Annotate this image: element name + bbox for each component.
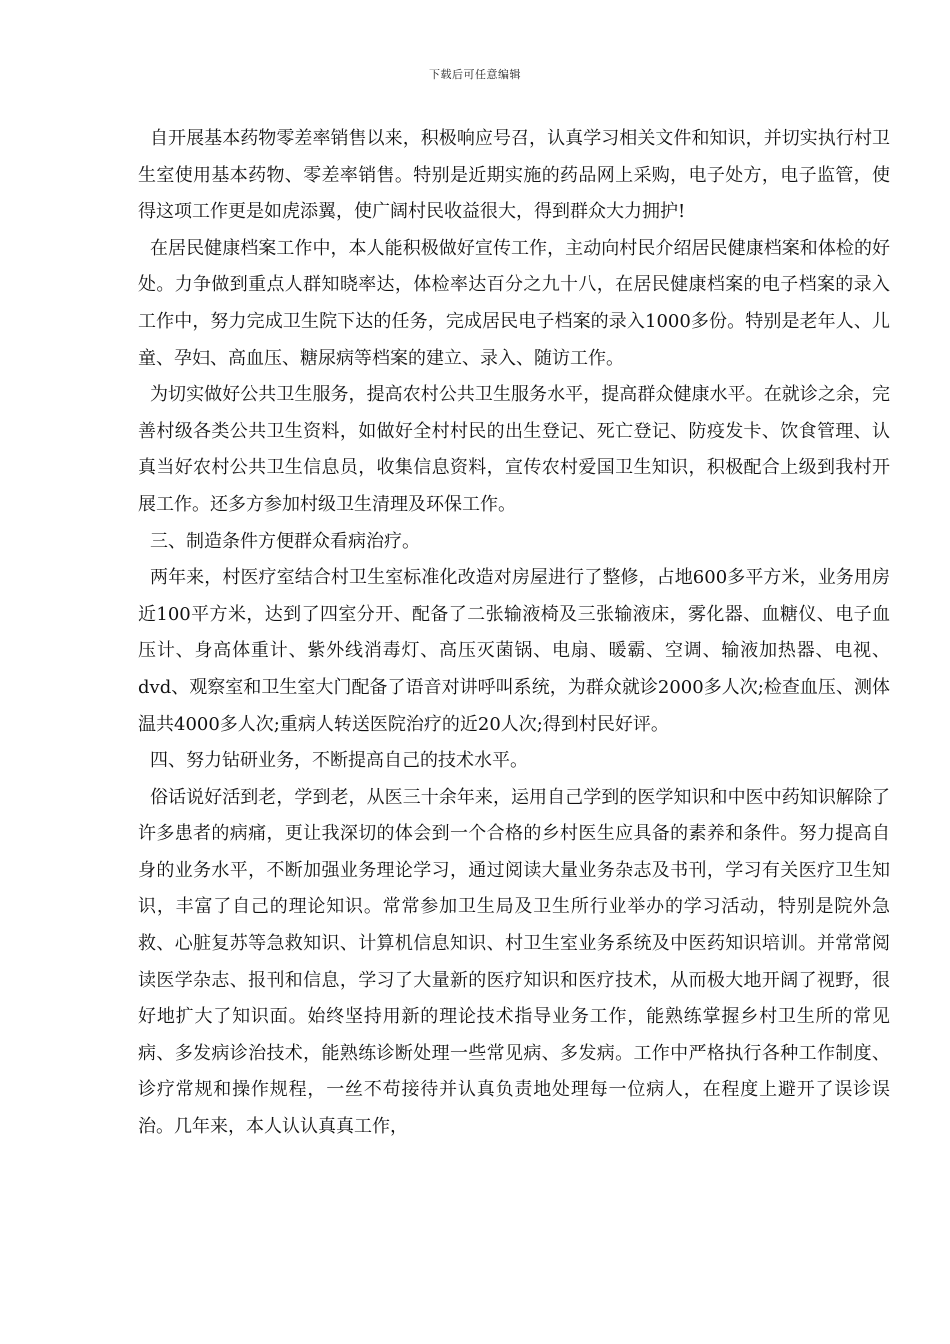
paragraph-essential-drugs: 自开展基本药物零差率销售以来，积极响应号召，认真学习相关文件和知识，并切实执行村卫生室使用基本药物、零差率销售。特别是近期实施的药品网上采购，电子处方，电子监管，使得这项工作更是如虎添翼，使广阔村民收益很大，得到群众大力拥护! xyxy=(138,128,890,223)
paragraph-health-records: 在居民健康档案工作中，本人能积极做好宣传工作，主动向村民介绍居民健康档案和体检的好处。力争做到重点人群知晓率达，体检率达百分之九十八，在居民健康档案的电子档案的录入工作中，努力完成卫生院下达的任务，完成居民电子档案的录入1000多份。特别是老年人、儿童、孕妇、高血压、糖尿病等档案的建立、录入、随访工作。 xyxy=(138,237,890,369)
page-header-note: 下载后可任意编辑 xyxy=(429,68,521,81)
section-heading-4: 四、努力钻研业务，不断提高自己的技术水平。 xyxy=(150,750,528,772)
paragraph-facilities: 两年来，村医疗室结合村卫生室标准化改造对房屋进行了整修，占地600多平方米，业务用房近100平方米，达到了四室分开、配备了二张输液椅及三张输液床，雾化器、血糖仪、电子血压计、身高体重计、紫外线消毒灯、高压灭菌锅、电扇、暖霸、空调、输液加热器、电视、dvd、观察室和卫生室大门配备了语音对讲呼叫系统，为群众就诊2000多人次;检查血压、测体温共4000多人次;重病人转送医院治疗的近20人次;得到村民好评。 xyxy=(138,567,890,735)
paragraph-public-health: 为切实做好公共卫生服务，提高农村公共卫生服务水平，提高群众健康水平。在就诊之余，完善村级各类公共卫生资料，如做好全村村民的出生登记、死亡登记、防疫发卡、饮食管理、认真当好农村公共卫生信息员，收集信息资料，宣传农村爱国卫生知识，积极配合上级到我村开展工作。还多方参加村级卫生清理及环保工作。 xyxy=(138,384,890,515)
paragraph-study: 俗话说好活到老，学到老，从医三十余年来，运用自己学到的医学知识和中医中药知识解除了许多患者的病痛，更让我深切的体会到一个合格的乡村医生应具备的素养和条件。努力提高自身的业务水平，不断加强业务理论学习，通过阅读大量业务杂志及书刊，学习有关医疗卫生知识，丰富了自己的理论知识。常常参加卫生局及卫生所行业举办的学习活动，特别是院外急救、心脏复苏等急救知识、计算机信息知识、村卫生室业务系统及中医药知识培训。并常常阅读医学杂志、报刊和信息，学习了大量新的医疗知识和医疗技术，从而极大地开阔了视野，很好地扩大了知识面。始终坚持用新的理论技术指导业务工作，能熟练掌握乡村卫生所的常见病、多发病诊治技术，能熟练诊断处理一些常见病、多发病。工作中严格执行各种工作制度、诊疗常规和操作规程，一丝不苟接待并认真负责地处理每一位病人，在程度上避开了误诊误治。几年来，本人认认真真工作， xyxy=(138,786,890,1138)
document-body xyxy=(138,121,890,1146)
section-heading-3: 三、制造条件方便群众看病治疗。 xyxy=(150,530,420,552)
